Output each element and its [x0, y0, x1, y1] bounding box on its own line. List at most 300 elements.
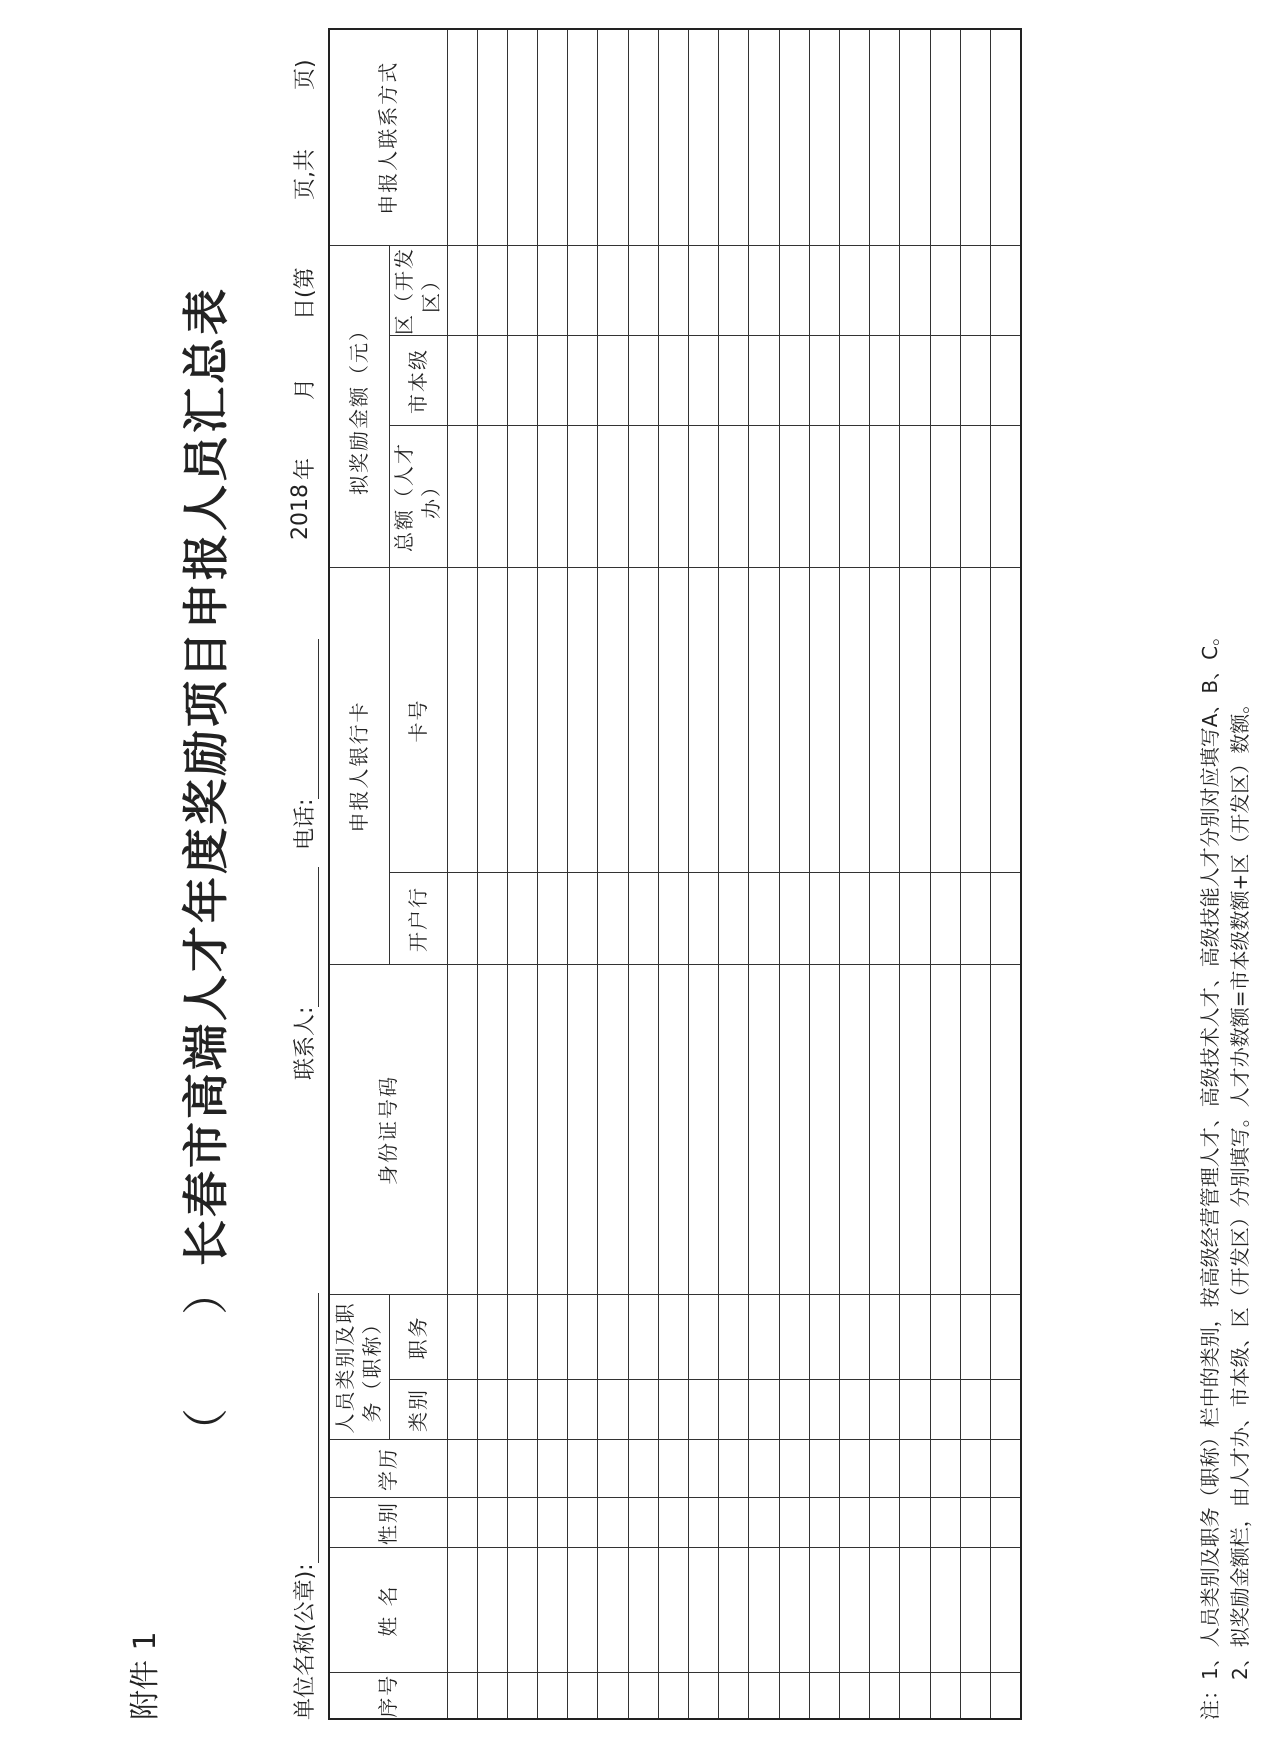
- table-row: [689, 29, 719, 1719]
- table-cell[interactable]: [598, 29, 628, 246]
- table-cell[interactable]: [870, 568, 900, 873]
- table-cell[interactable]: [689, 426, 719, 568]
- table-cell[interactable]: [568, 1440, 598, 1498]
- header-card-no: 卡号: [389, 568, 447, 873]
- date-month-label: 月: [293, 377, 318, 400]
- table-cell[interactable]: [839, 1295, 869, 1380]
- table-cell[interactable]: [568, 246, 598, 336]
- table-cell[interactable]: [870, 1498, 900, 1548]
- table-cell[interactable]: [779, 1498, 809, 1548]
- table-cell[interactable]: [960, 336, 990, 426]
- table-cell[interactable]: [990, 1548, 1021, 1673]
- table-row: [990, 29, 1021, 1719]
- contact-person-blank[interactable]: [296, 867, 319, 1007]
- table-cell[interactable]: [568, 1548, 598, 1673]
- table-cell[interactable]: [628, 1295, 658, 1380]
- table-cell[interactable]: [598, 568, 628, 873]
- table-cell[interactable]: [990, 965, 1021, 1295]
- table-cell[interactable]: [779, 568, 809, 873]
- table-cell[interactable]: [839, 336, 869, 426]
- table-cell[interactable]: [658, 29, 688, 246]
- table-cell[interactable]: [960, 426, 990, 568]
- table-cell[interactable]: [870, 1295, 900, 1380]
- table-cell[interactable]: [990, 246, 1021, 336]
- header-gender: 性别: [329, 1498, 447, 1548]
- table-cell[interactable]: [749, 29, 779, 246]
- table-cell[interactable]: [719, 246, 749, 336]
- table-cell[interactable]: [568, 426, 598, 568]
- table-row: [477, 29, 507, 1719]
- table-cell[interactable]: [900, 965, 930, 1295]
- table-cell[interactable]: [538, 246, 568, 336]
- table-cell[interactable]: [628, 1673, 658, 1719]
- table-cell[interactable]: [689, 873, 719, 965]
- table-cell[interactable]: [809, 1673, 839, 1719]
- table-cell[interactable]: [960, 1548, 990, 1673]
- table-row: [900, 29, 930, 1719]
- date-year: 2018: [288, 484, 313, 540]
- table-cell[interactable]: [538, 1548, 568, 1673]
- table-cell[interactable]: [839, 1440, 869, 1498]
- table-cell[interactable]: [658, 1498, 688, 1548]
- table-cell[interactable]: [839, 29, 869, 246]
- table-cell[interactable]: [719, 426, 749, 568]
- page-total-label: 页): [293, 59, 318, 90]
- table-cell[interactable]: [628, 426, 658, 568]
- table-cell[interactable]: [870, 1440, 900, 1498]
- table-cell[interactable]: [960, 1440, 990, 1498]
- table-cell[interactable]: [447, 1380, 477, 1440]
- table-cell[interactable]: [990, 1440, 1021, 1498]
- table-cell[interactable]: [598, 1548, 628, 1673]
- table-cell[interactable]: [628, 336, 658, 426]
- table-cell[interactable]: [628, 246, 658, 336]
- table-cell[interactable]: [930, 246, 960, 336]
- table-cell[interactable]: [779, 1380, 809, 1440]
- table-cell[interactable]: [689, 965, 719, 1295]
- table-cell[interactable]: [809, 246, 839, 336]
- table-cell[interactable]: [809, 1380, 839, 1440]
- table-cell[interactable]: [538, 1498, 568, 1548]
- table-cell[interactable]: [689, 29, 719, 246]
- table-cell[interactable]: [447, 246, 477, 336]
- table-cell[interactable]: [689, 1548, 719, 1673]
- table-cell[interactable]: [538, 1380, 568, 1440]
- phone-label: 电话:: [293, 798, 318, 850]
- table-cell[interactable]: [900, 1673, 930, 1719]
- table-cell[interactable]: [507, 246, 537, 336]
- table-row: [930, 29, 960, 1719]
- table-cell[interactable]: [930, 568, 960, 873]
- table-cell[interactable]: [477, 1440, 507, 1498]
- table-cell[interactable]: [507, 873, 537, 965]
- table-cell[interactable]: [477, 426, 507, 568]
- table-cell[interactable]: [779, 1673, 809, 1719]
- table-cell[interactable]: [749, 568, 779, 873]
- table-cell[interactable]: [507, 1498, 537, 1548]
- contact-person-label: 联系人:: [293, 1006, 318, 1080]
- unit-name-blank[interactable]: [296, 1293, 319, 1563]
- table-cell[interactable]: [839, 965, 869, 1295]
- table-cell[interactable]: [900, 1440, 930, 1498]
- table-cell[interactable]: [658, 1548, 688, 1673]
- note-text-1: 1、人员类别及职务（职称）栏中的类别，按高级经营管理人才、高级技术人才、高级技能人才分别对应填写A、B、C。: [1198, 625, 1222, 1680]
- table-cell[interactable]: [779, 426, 809, 568]
- table-cell[interactable]: [447, 29, 477, 246]
- table-cell[interactable]: [900, 568, 930, 873]
- table-row: [749, 29, 779, 1719]
- table-cell[interactable]: [960, 1295, 990, 1380]
- table-cell[interactable]: [960, 568, 990, 873]
- table-cell[interactable]: [658, 1295, 688, 1380]
- header-total: 总额（人才办）: [389, 426, 447, 568]
- table-cell[interactable]: [538, 1295, 568, 1380]
- summary-table-wrapper: [328, 28, 1022, 1720]
- table-cell[interactable]: [538, 965, 568, 1295]
- attachment-label: 附件 1: [128, 1631, 163, 1720]
- table-cell[interactable]: [447, 1548, 477, 1673]
- table-cell[interactable]: [598, 1380, 628, 1440]
- table-cell[interactable]: [839, 246, 869, 336]
- table-cell[interactable]: [930, 1440, 960, 1498]
- table-cell[interactable]: [628, 568, 658, 873]
- table-cell[interactable]: [749, 1440, 779, 1498]
- table-cell[interactable]: [477, 873, 507, 965]
- table-cell[interactable]: [960, 873, 990, 965]
- table-cell[interactable]: [870, 1673, 900, 1719]
- table-cell[interactable]: [538, 568, 568, 873]
- table-cell[interactable]: [779, 1295, 809, 1380]
- table-cell[interactable]: [749, 1548, 779, 1673]
- table-cell[interactable]: [447, 568, 477, 873]
- table-cell[interactable]: [507, 1380, 537, 1440]
- table-cell[interactable]: [870, 873, 900, 965]
- table-cell[interactable]: [930, 1295, 960, 1380]
- table-cell[interactable]: [568, 1498, 598, 1548]
- table-cell[interactable]: [779, 29, 809, 246]
- table-cell[interactable]: [749, 965, 779, 1295]
- table-cell[interactable]: [930, 426, 960, 568]
- table-cell[interactable]: [719, 1498, 749, 1548]
- table-cell[interactable]: [839, 873, 869, 965]
- table-cell[interactable]: [930, 1548, 960, 1673]
- header-id-number: 身份证号码: [329, 965, 447, 1295]
- table-cell[interactable]: [809, 965, 839, 1295]
- table-cell[interactable]: [689, 336, 719, 426]
- table-cell[interactable]: [477, 965, 507, 1295]
- table-row: [507, 29, 537, 1719]
- table-cell[interactable]: [628, 965, 658, 1295]
- document-page: [110, 20, 1270, 1720]
- table-cell[interactable]: [960, 965, 990, 1295]
- table-cell[interactable]: [507, 426, 537, 568]
- table-cell[interactable]: [990, 1380, 1021, 1440]
- title-open-paren: （: [179, 1405, 233, 1454]
- unit-name-field[interactable]: [288, 1293, 319, 1720]
- table-cell[interactable]: [658, 1440, 688, 1498]
- table-cell[interactable]: [930, 965, 960, 1295]
- table-cell[interactable]: [990, 29, 1021, 246]
- table-cell[interactable]: [658, 246, 688, 336]
- table-cell[interactable]: [749, 873, 779, 965]
- table-cell[interactable]: [809, 1295, 839, 1380]
- table-cell[interactable]: [960, 1380, 990, 1440]
- table-cell[interactable]: [628, 1498, 658, 1548]
- table-cell[interactable]: [930, 1380, 960, 1440]
- table-cell[interactable]: [990, 1498, 1021, 1548]
- table-cell[interactable]: [749, 1380, 779, 1440]
- table-cell[interactable]: [628, 873, 658, 965]
- table-cell[interactable]: [507, 965, 537, 1295]
- table-cell[interactable]: [598, 336, 628, 426]
- table-cell[interactable]: [749, 336, 779, 426]
- table-cell[interactable]: [719, 568, 749, 873]
- page-title: [170, 150, 236, 1590]
- table-cell[interactable]: [870, 426, 900, 568]
- table-cell[interactable]: [538, 873, 568, 965]
- table-cell[interactable]: [809, 568, 839, 873]
- table-cell[interactable]: [900, 873, 930, 965]
- page-number-label: 页,共: [293, 149, 318, 200]
- table-cell[interactable]: [930, 1498, 960, 1548]
- summary-table: [328, 28, 1022, 1720]
- table-cell[interactable]: [477, 1380, 507, 1440]
- table-cell[interactable]: [658, 965, 688, 1295]
- table-cell[interactable]: [568, 1295, 598, 1380]
- table-cell[interactable]: [598, 1440, 628, 1498]
- contact-person-field[interactable]: [288, 867, 319, 1080]
- table-cell[interactable]: [598, 1673, 628, 1719]
- table-cell[interactable]: [870, 336, 900, 426]
- table-cell[interactable]: [809, 336, 839, 426]
- table-row: [658, 29, 688, 1719]
- table-cell[interactable]: [870, 965, 900, 1295]
- table-cell[interactable]: [809, 1548, 839, 1673]
- table-cell[interactable]: [689, 1380, 719, 1440]
- table-cell[interactable]: [900, 1380, 930, 1440]
- table-cell[interactable]: [719, 873, 749, 965]
- table-cell[interactable]: [749, 1295, 779, 1380]
- table-cell[interactable]: [507, 568, 537, 873]
- table-cell[interactable]: [507, 1673, 537, 1719]
- table-cell[interactable]: [568, 1673, 598, 1719]
- table-cell[interactable]: [598, 1498, 628, 1548]
- table-cell[interactable]: [749, 426, 779, 568]
- table-cell[interactable]: [598, 426, 628, 568]
- table-cell[interactable]: [960, 1673, 990, 1719]
- table-cell[interactable]: [477, 336, 507, 426]
- table-cell[interactable]: [477, 1548, 507, 1673]
- table-row: [447, 29, 477, 1719]
- note-prefix: 注：: [1198, 1680, 1222, 1720]
- table-row: [809, 29, 839, 1719]
- table-cell[interactable]: [447, 1673, 477, 1719]
- table-cell[interactable]: [870, 246, 900, 336]
- table-cell[interactable]: [477, 1673, 507, 1719]
- table-cell[interactable]: [628, 1440, 658, 1498]
- table-cell[interactable]: [839, 1548, 869, 1673]
- table-cell[interactable]: [930, 1673, 960, 1719]
- table-row: [628, 29, 658, 1719]
- table-cell[interactable]: [689, 1673, 719, 1719]
- table-cell[interactable]: [990, 426, 1021, 568]
- table-cell[interactable]: [538, 426, 568, 568]
- table-cell[interactable]: [779, 873, 809, 965]
- table-cell[interactable]: [598, 873, 628, 965]
- table-cell[interactable]: [658, 336, 688, 426]
- table-cell[interactable]: [507, 1440, 537, 1498]
- table-cell[interactable]: [990, 336, 1021, 426]
- table-cell[interactable]: [598, 246, 628, 336]
- table-cell[interactable]: [839, 1380, 869, 1440]
- table-cell[interactable]: [538, 1440, 568, 1498]
- table-cell[interactable]: [447, 965, 477, 1295]
- table-cell[interactable]: [749, 1673, 779, 1719]
- table-cell[interactable]: [749, 1498, 779, 1548]
- table-cell[interactable]: [689, 1440, 719, 1498]
- table-body: [447, 29, 1021, 1719]
- table-row: [568, 29, 598, 1719]
- table-row: [870, 29, 900, 1719]
- table-cell[interactable]: [447, 1498, 477, 1548]
- table-cell[interactable]: [538, 29, 568, 246]
- table-cell[interactable]: [809, 873, 839, 965]
- table-cell[interactable]: [628, 1380, 658, 1440]
- table-cell[interactable]: [960, 29, 990, 246]
- table-cell[interactable]: [870, 1380, 900, 1440]
- table-cell[interactable]: [628, 1548, 658, 1673]
- table-cell[interactable]: [809, 29, 839, 246]
- table-cell[interactable]: [719, 1548, 749, 1673]
- table-cell[interactable]: [598, 1295, 628, 1380]
- table-cell[interactable]: [749, 246, 779, 336]
- table-cell[interactable]: [658, 1380, 688, 1440]
- table-cell[interactable]: [900, 336, 930, 426]
- table-cell[interactable]: [507, 336, 537, 426]
- table-cell[interactable]: [900, 1548, 930, 1673]
- table-row: [960, 29, 990, 1719]
- table-cell[interactable]: [779, 1440, 809, 1498]
- table-cell[interactable]: [507, 1295, 537, 1380]
- table-cell[interactable]: [658, 1673, 688, 1719]
- table-cell[interactable]: [960, 1498, 990, 1548]
- table-cell[interactable]: [779, 1548, 809, 1673]
- table-cell[interactable]: [719, 1440, 749, 1498]
- header-contact: 申报人联系方式: [329, 29, 447, 246]
- table-cell[interactable]: [689, 1498, 719, 1548]
- table-cell[interactable]: [477, 246, 507, 336]
- table-cell[interactable]: [779, 336, 809, 426]
- table-cell[interactable]: [719, 965, 749, 1295]
- note-line-2: [1225, 626, 1255, 1720]
- header-bank-group: 申报人银行卡: [329, 568, 389, 965]
- table-cell[interactable]: [447, 336, 477, 426]
- table-cell[interactable]: [447, 1440, 477, 1498]
- table-cell[interactable]: [658, 568, 688, 873]
- table-cell[interactable]: [839, 1673, 869, 1719]
- table-cell[interactable]: [839, 1498, 869, 1548]
- unit-name-label: 单位名称(公章):: [293, 1563, 318, 1720]
- table-cell[interactable]: [990, 873, 1021, 965]
- table-cell[interactable]: [779, 246, 809, 336]
- table-cell[interactable]: [689, 1295, 719, 1380]
- table-cell[interactable]: [477, 29, 507, 246]
- table-cell[interactable]: [719, 1380, 749, 1440]
- header-bank-name: 开户行: [389, 873, 447, 965]
- table-cell[interactable]: [658, 426, 688, 568]
- phone-field[interactable]: [288, 639, 319, 850]
- table-cell[interactable]: [900, 29, 930, 246]
- table-row: [538, 29, 568, 1719]
- note-line-1: [1195, 626, 1225, 1720]
- header-city: 市本级: [389, 336, 447, 426]
- table-cell[interactable]: [930, 336, 960, 426]
- table-cell[interactable]: [719, 1673, 749, 1719]
- table-cell[interactable]: [839, 568, 869, 873]
- table-row: [598, 29, 628, 1719]
- table-cell[interactable]: [900, 1498, 930, 1548]
- table-cell[interactable]: [598, 965, 628, 1295]
- table-cell[interactable]: [568, 1380, 598, 1440]
- table-cell[interactable]: [900, 426, 930, 568]
- phone-blank[interactable]: [296, 639, 319, 799]
- table-cell[interactable]: [809, 426, 839, 568]
- table-cell[interactable]: [689, 246, 719, 336]
- table-cell[interactable]: [447, 1295, 477, 1380]
- table-cell[interactable]: [568, 29, 598, 246]
- header-seq: 序号: [329, 1673, 447, 1719]
- table-cell[interactable]: [960, 246, 990, 336]
- table-cell[interactable]: [568, 873, 598, 965]
- table-cell[interactable]: [839, 426, 869, 568]
- header-category: 类别: [389, 1380, 447, 1440]
- table-cell[interactable]: [809, 1498, 839, 1548]
- table-cell[interactable]: [568, 568, 598, 873]
- table-cell[interactable]: [719, 1295, 749, 1380]
- table-cell[interactable]: [900, 1295, 930, 1380]
- table-cell[interactable]: [719, 336, 749, 426]
- table-cell[interactable]: [568, 965, 598, 1295]
- table-cell[interactable]: [930, 29, 960, 246]
- table-cell[interactable]: [447, 426, 477, 568]
- header-award-group: 拟奖励金额（元）: [329, 246, 389, 568]
- table-cell[interactable]: [507, 29, 537, 246]
- table-cell[interactable]: [538, 1673, 568, 1719]
- table-cell[interactable]: [538, 336, 568, 426]
- table-cell[interactable]: [628, 29, 658, 246]
- table-cell[interactable]: [779, 965, 809, 1295]
- table-cell[interactable]: [870, 1548, 900, 1673]
- table-cell[interactable]: [477, 1498, 507, 1548]
- table-cell[interactable]: [658, 873, 688, 965]
- table-cell[interactable]: [719, 29, 749, 246]
- table-cell[interactable]: [447, 873, 477, 965]
- table-cell[interactable]: [930, 873, 960, 965]
- table-cell[interactable]: [689, 568, 719, 873]
- table-cell[interactable]: [900, 246, 930, 336]
- header-category-group: 人员类别及职务（职称）: [329, 1295, 389, 1440]
- table-cell[interactable]: [568, 336, 598, 426]
- table-cell[interactable]: [477, 568, 507, 873]
- table-cell[interactable]: [870, 29, 900, 246]
- table-cell[interactable]: [809, 1440, 839, 1498]
- table-cell[interactable]: [507, 1548, 537, 1673]
- table-cell[interactable]: [990, 568, 1021, 873]
- table-cell[interactable]: [990, 1673, 1021, 1719]
- table-cell[interactable]: [477, 1295, 507, 1380]
- table-cell[interactable]: [990, 1295, 1021, 1380]
- notes: [1195, 626, 1255, 1720]
